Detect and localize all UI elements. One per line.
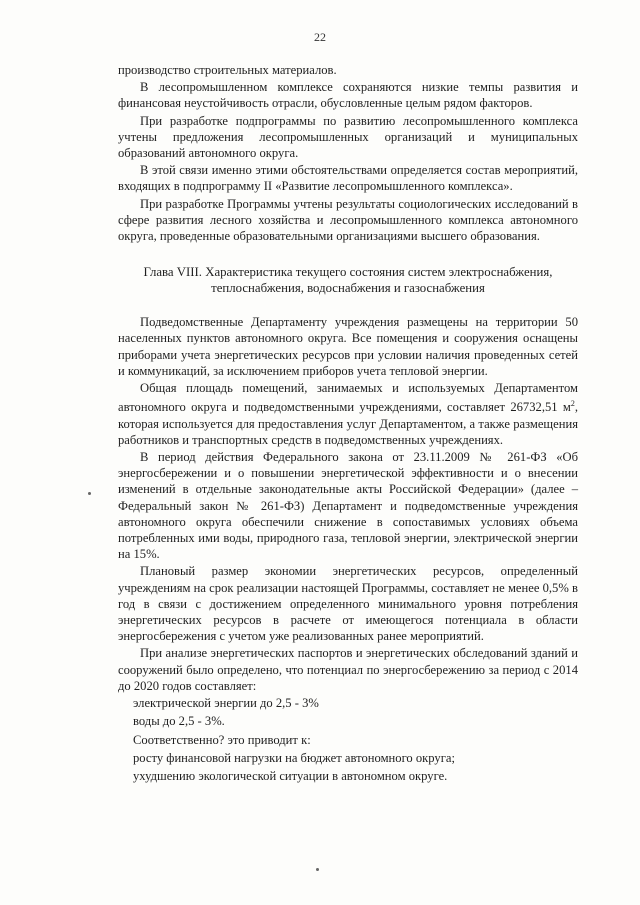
paragraph: производство строительных материалов.	[118, 63, 337, 77]
paragraph: При анализе энергетических паспортов и энергетических обследований зданий и сооружений было определено, что потенциал по энергосбережению за период с 2014 до 2020 годов составляет:	[118, 646, 578, 693]
page-number: 22	[314, 30, 326, 44]
list-item: Соответственно? это приводит к:	[133, 732, 311, 747]
paragraph: В этой связи именно этими обстоятельствами определяется состав мероприятий, входящих в подпрограмму II «Развитие лесопромышленного комплекса».	[118, 163, 578, 194]
list-item: электрической энергии до 2,5 - 3%	[133, 696, 319, 711]
list-item: росту финансовой нагрузки на бюджет автономного округа;	[133, 750, 455, 765]
superscript: 2	[570, 399, 575, 409]
paragraph	[118, 380, 578, 448]
chapter-heading	[118, 264, 578, 296]
paragraph: При разработке Программы учтены результаты социологических исследований в сфере развития лесного хозяйства и лесопромышленного комплекса автономного округа, проведенные образовательными организациями высшего образования.	[118, 196, 578, 244]
potential-list	[118, 695, 578, 784]
paragraph-text: , которая используется для предоставления услуг Департаментом, а также размещения работников и транспортных средств в подведомственных учреждениях.	[118, 400, 578, 447]
paragraph: Подведомственные Департаменту учреждения размещены на территории 50 населенных пунктов автономного округа. Все помещения и сооружения оснащены приборами учета энергетических ресурсов при условии наличия проведенных сетей и коммуникаций, за исключением приборов учета тепловой энергии.	[118, 315, 578, 378]
scan-speck	[88, 492, 91, 495]
paragraph-text: Общая площадь помещений, занимаемых и используемых Департаментом автономного округа и подведомственными учреждениями, составляет 26732,51 м	[118, 381, 578, 415]
paragraph: При разработке подпрограммы по развитию лесопромышленного комплекса учтены предложения лесопромышленных организаций и муниципальных образований автономного округа.	[118, 113, 578, 161]
chapter-heading-line: Глава VIII. Характеристика текущего состояния систем электроснабжения,	[143, 265, 553, 280]
list-item: воды до 2,5 - 3%.	[133, 714, 225, 729]
scan-speck	[316, 868, 319, 871]
chapter-heading-line: теплоснабжения, водоснабжения и газоснабжения	[211, 281, 485, 296]
paragraph: В лесопромышленном комплексе сохраняются низкие темпы развития и финансовая неустойчивость отрасли, обусловленные целым рядом факторов.	[118, 80, 578, 111]
paragraph: Плановый размер экономии энергетических ресурсов, определенный учреждениям на срок реализации настоящей Программы, составляет не менее 0,5% в год в связи с достижением определенного минимального уровня потребления энергетических ресурсов в расчете от имеющегося потенциала в области энергосбережения с учетом уже реализованных ранее мероприятий.	[118, 564, 578, 644]
list-item: ухудшению экологической ситуации в автономном округе.	[133, 768, 448, 783]
paragraph: В период действия Федерального закона от 23.11.2009 № 261-ФЗ «Об энергосбережении и о повышении энергетической эффективности и о внесении изменений в отдельные законодательные акты Российской Федерации» (далее – Федеральный закон № 261-ФЗ) Департамент и подведомственные учреждения автономного округа обеспечили снижение в сопоставимых условиях объема потребленных ими воды, природного газа, тепловой энергии, электрической энергии на 15%.	[118, 450, 578, 562]
document-body	[118, 62, 578, 786]
